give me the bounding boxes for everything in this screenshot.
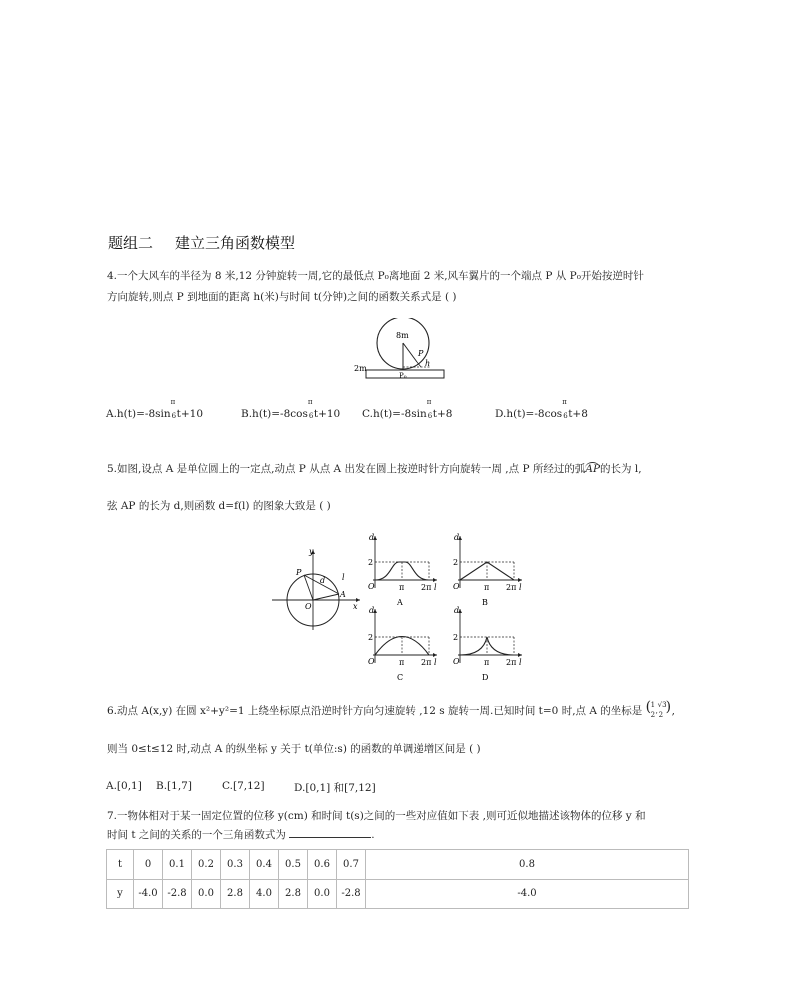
- svg-text:A: A: [397, 598, 403, 607]
- svg-text:O: O: [453, 657, 460, 666]
- p0-label: P₀: [399, 372, 407, 380]
- q4-option-d: D.h(t)=-8cos π 6 t+8: [495, 398, 588, 420]
- q5-unit-circle-figure: [270, 548, 365, 633]
- svg-text:π: π: [399, 583, 405, 592]
- svg-text:π: π: [399, 658, 405, 667]
- q5-graph-d: [450, 605, 525, 683]
- q4-option-c: C.h(t)=-8sin π 6 t+8: [362, 398, 453, 420]
- q6-option-b: B.[1,7]: [156, 780, 192, 792]
- svg-text:P: P: [296, 568, 302, 577]
- arc-ap: AP: [585, 463, 601, 475]
- svg-text:d: d: [320, 576, 326, 585]
- q5-graph-b: [450, 532, 525, 610]
- svg-text:2π: 2π: [506, 658, 517, 667]
- svg-text:d: d: [369, 606, 375, 615]
- svg-text:y: y: [309, 548, 314, 556]
- svg-text:π: π: [484, 583, 490, 592]
- table-row-t: t 0 0.1 0.2 0.3 0.4 0.5 0.6 0.7 0.8: [107, 850, 689, 880]
- svg-text:π: π: [484, 658, 490, 667]
- svg-text:C: C: [397, 673, 404, 682]
- q7-line2: 时间 t 之间的关系的一个三角函数式为 .: [107, 829, 375, 841]
- q6-option-a: A.[0,1]: [106, 780, 142, 792]
- svg-text:d: d: [454, 606, 460, 615]
- q5-line1: 5.如图,设点 A 是单位圆上的一定点,动点 P 从点 A 出发在圆上按逆时针方向旋转一周 ,点 P 所经过的弧AP的长为 l,: [107, 463, 642, 475]
- svg-text:l: l: [519, 583, 522, 592]
- q4-windmill-figure: [350, 318, 460, 386]
- svg-text:d: d: [369, 533, 375, 542]
- q5-graph-c: [365, 605, 440, 683]
- svg-text:2π: 2π: [421, 583, 432, 592]
- svg-text:2: 2: [453, 633, 459, 642]
- q7-data-table: [106, 849, 689, 909]
- q4-line1: 4.一个大风车的半径为 8 米,12 分钟旋转一周,它的最低点 P₀离地面 2 米,风车翼片的一个端点 P 从 P₀开始按逆时针: [107, 270, 644, 282]
- height-label: 2m: [354, 364, 367, 373]
- radius-label: 8m: [396, 331, 409, 340]
- svg-text:l: l: [434, 658, 437, 667]
- svg-text:O: O: [368, 657, 375, 666]
- svg-text:l: l: [434, 583, 437, 592]
- svg-text:O: O: [453, 582, 460, 591]
- table-row-y: y -4.0 -2.8 0.0 2.8 4.0 2.8 0.0 -2.8 -4.0: [107, 879, 689, 909]
- svg-text:2π: 2π: [421, 658, 432, 667]
- svg-text:2: 2: [453, 558, 459, 567]
- section-title-name: 建立三角函数模型: [175, 234, 296, 252]
- svg-text:d: d: [454, 533, 460, 542]
- svg-text:l: l: [519, 658, 522, 667]
- q5-line2: 弦 AP 的长为 d,则函数 d=f(l) 的图象大致是 ( ): [107, 500, 331, 512]
- section-title-label: 题组二: [108, 234, 154, 252]
- svg-text:O: O: [368, 582, 375, 591]
- q6-line2: 则当 0≤t≤12 时,动点 A 的纵坐标 y 关于 t(单位:s) 的函数的单调递增区间是 ( ): [107, 743, 481, 755]
- answer-blank: [289, 827, 371, 838]
- svg-text:B: B: [482, 598, 488, 607]
- svg-text:2: 2: [368, 633, 374, 642]
- point-p-label: P: [418, 349, 424, 358]
- q6-line1: 6.动点 A(x,y) 在圆 x²+y²=1 上绕坐标原点沿逆时针方向匀速旋转 ,12 s 旋转一周.已知时间 t=0 时,点 A 的坐标是 ( 1 2 , √3 2 ) ,: [107, 699, 675, 719]
- q6-coordinate: ( 1 2 , √3 2 ): [645, 699, 672, 719]
- section-title: [108, 232, 295, 253]
- h-label: h: [425, 359, 431, 368]
- q4-option-a: A.h(t)=-8sin π 6 t+10: [106, 398, 204, 420]
- svg-text:2: 2: [368, 558, 374, 567]
- svg-text:2π: 2π: [506, 583, 517, 592]
- q7-line1: 7.一物体相对于某一固定位置的位移 y(cm) 和时间 t(s)之间的一些对应值如下表 ,则可近似地描述该物体的位移 y 和: [107, 810, 646, 822]
- svg-text:O: O: [305, 602, 312, 611]
- q6-option-d: D.[0,1] 和[7,12]: [294, 782, 376, 794]
- svg-text:D: D: [482, 673, 489, 682]
- q4-line2: 方向旋转,则点 P 到地面的距离 h(米)与时间 t(分钟)之间的函数关系式是 ( ): [107, 291, 457, 303]
- svg-text:A: A: [340, 590, 346, 599]
- svg-text:x: x: [353, 602, 358, 611]
- q6-option-c: C.[7,12]: [222, 780, 265, 792]
- q5-graph-a: [365, 532, 440, 610]
- q4-option-b: B.h(t)=-8cos π 6 t+10: [241, 398, 341, 420]
- svg-text:l: l: [342, 573, 345, 582]
